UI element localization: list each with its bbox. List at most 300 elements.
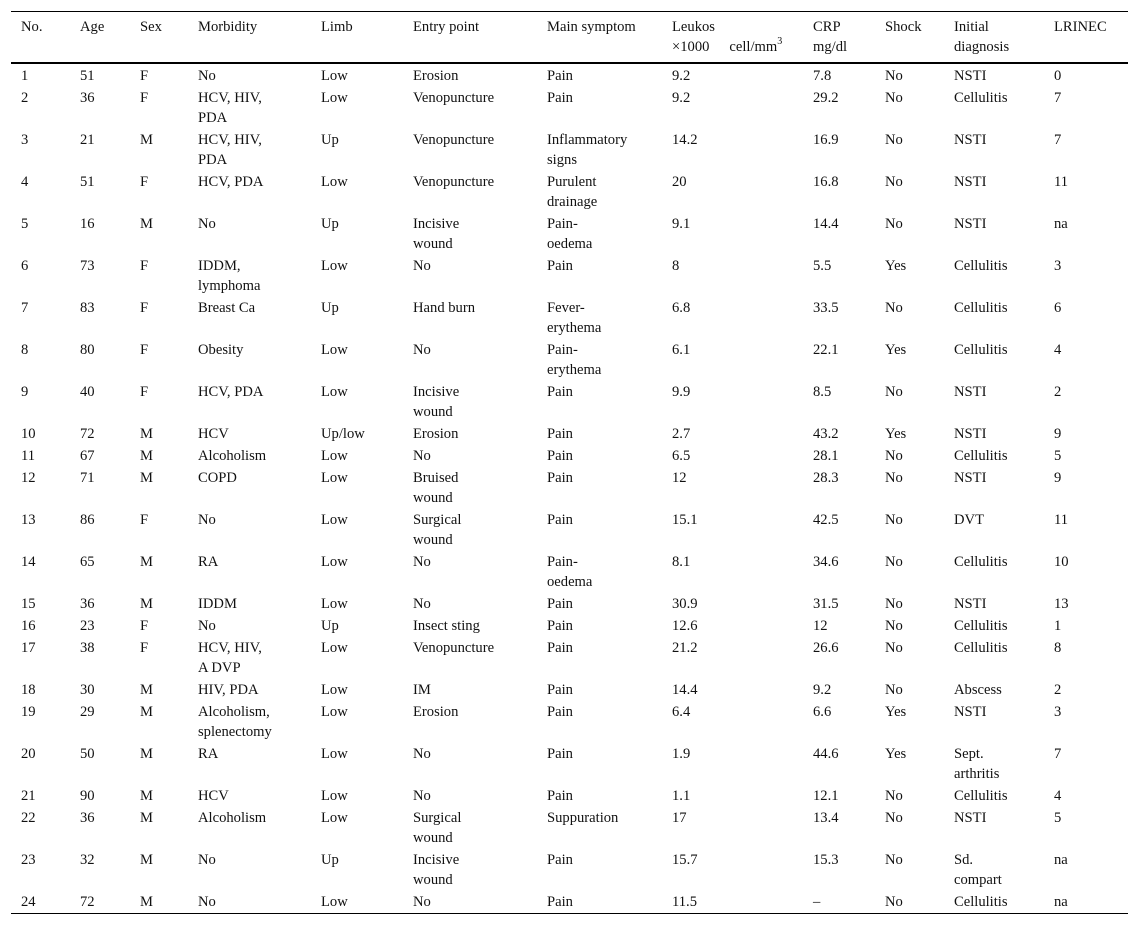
cell-shock: No xyxy=(885,512,903,528)
table-row xyxy=(11,509,1128,551)
cell-crp: 28.1 xyxy=(813,448,839,464)
cell-sex: F xyxy=(140,174,149,190)
cell-entry-point: No xyxy=(413,258,431,274)
cell-no: 23 xyxy=(21,852,36,868)
cell-no: 8 xyxy=(21,342,29,358)
cell-crp: 43.2 xyxy=(813,426,839,442)
cell-leukos: 9.9 xyxy=(672,384,691,400)
cell-shock: No xyxy=(885,90,903,106)
cell-crp: 34.6 xyxy=(813,554,839,570)
cell-main-symptom: Pain xyxy=(547,426,573,442)
cell-crp: 29.2 xyxy=(813,90,839,106)
cell-initial-diagnosis: Cellulitis xyxy=(954,640,1008,656)
cell-initial-diagnosis: Cellulitis xyxy=(954,90,1008,106)
table-row xyxy=(11,807,1128,849)
cell-entry-point: Incisive wound xyxy=(413,384,460,420)
cell-no: 22 xyxy=(21,810,36,826)
cell-leukos: 11.5 xyxy=(672,894,697,910)
cell-morbidity: HCV, HIV, A DVP xyxy=(198,640,262,676)
cell-age: 50 xyxy=(80,746,95,762)
cell-shock: No xyxy=(885,174,903,190)
cell-age: 36 xyxy=(80,90,95,106)
cell-main-symptom: Pain xyxy=(547,852,573,868)
cell-leukos: 14.4 xyxy=(672,682,698,698)
cell-shock: Yes xyxy=(885,342,907,358)
cell-main-symptom: Pain- oedema xyxy=(547,554,593,590)
cell-morbidity: No xyxy=(198,618,216,634)
cell-no: 10 xyxy=(21,426,36,442)
cell-main-symptom: Pain xyxy=(547,90,573,106)
cell-limb: Up xyxy=(321,852,339,868)
cell-main-symptom: Pain xyxy=(547,746,573,762)
cell-limb: Low xyxy=(321,384,348,400)
cell-main-symptom: Pain xyxy=(547,704,573,720)
cell-no: 7 xyxy=(21,300,29,316)
cell-shock: Yes xyxy=(885,426,907,442)
header-leukos-sup: 3 xyxy=(777,36,783,47)
cell-leukos: 8.1 xyxy=(672,554,691,570)
cell-entry-point: Erosion xyxy=(413,68,459,84)
table-row xyxy=(11,701,1128,743)
cell-entry-point: Venopuncture xyxy=(413,90,495,106)
cell-limb: Low xyxy=(321,512,348,528)
cell-sex: M xyxy=(140,852,153,868)
cell-entry-point: IM xyxy=(413,682,431,698)
cell-entry-point: Erosion xyxy=(413,426,459,442)
table-row xyxy=(11,129,1128,171)
cell-morbidity: HCV, PDA xyxy=(198,174,264,190)
cell-no: 3 xyxy=(21,132,29,148)
cell-crp: 31.5 xyxy=(813,596,839,612)
cell-entry-point: Hand burn xyxy=(413,300,476,316)
cell-lrinec: 3 xyxy=(1054,704,1062,720)
table-row xyxy=(11,213,1128,255)
cell-initial-diagnosis: Cellulitis xyxy=(954,300,1008,316)
cell-crp: 28.3 xyxy=(813,470,839,486)
cell-initial-diagnosis: NSTI xyxy=(954,704,987,720)
cell-shock: No xyxy=(885,68,903,84)
cell-main-symptom: Inflammatory signs xyxy=(547,132,628,168)
cell-morbidity: Obesity xyxy=(198,342,244,358)
cell-entry-point: No xyxy=(413,448,431,464)
cell-main-symptom: Pain xyxy=(547,512,573,528)
cell-leukos: 6.5 xyxy=(672,448,691,464)
table-row xyxy=(11,445,1128,467)
cell-leukos: 6.1 xyxy=(672,342,691,358)
cell-leukos: 21.2 xyxy=(672,640,698,656)
cell-age: 72 xyxy=(80,894,95,910)
cell-crp: 15.3 xyxy=(813,852,839,868)
cell-no: 19 xyxy=(21,704,36,720)
cell-age: 72 xyxy=(80,426,95,442)
table-row xyxy=(11,87,1128,129)
cell-leukos: 15.7 xyxy=(672,852,698,868)
cell-limb: Low xyxy=(321,788,348,804)
cell-no: 4 xyxy=(21,174,29,190)
header-initial-diagnosis xyxy=(944,12,1044,64)
cell-crp: 42.5 xyxy=(813,512,839,528)
cell-crp: 7.8 xyxy=(813,68,832,84)
header-row xyxy=(11,12,1128,64)
cell-sex: F xyxy=(140,300,149,316)
cell-main-symptom: Pain xyxy=(547,470,573,486)
cell-no: 1 xyxy=(21,68,29,84)
cell-morbidity: No xyxy=(198,512,216,528)
cell-entry-point: Bruised wound xyxy=(413,470,459,506)
cell-main-symptom: Suppuration xyxy=(547,810,619,826)
cell-sex: M xyxy=(140,132,153,148)
cell-crp: 6.6 xyxy=(813,704,832,720)
cell-lrinec: 8 xyxy=(1054,640,1062,656)
cell-initial-diagnosis: Sept. arthritis xyxy=(954,746,1000,782)
cell-leukos: 14.2 xyxy=(672,132,698,148)
cell-morbidity: RA xyxy=(198,746,219,762)
cell-leukos: 2.7 xyxy=(672,426,691,442)
table-row xyxy=(11,255,1128,297)
cell-crp: 12 xyxy=(813,618,828,634)
cell-no: 2 xyxy=(21,90,29,106)
cell-entry-point: No xyxy=(413,788,431,804)
cell-entry-point: Erosion xyxy=(413,704,459,720)
cell-age: 80 xyxy=(80,342,95,358)
cell-shock: Yes xyxy=(885,704,907,720)
cell-shock: No xyxy=(885,470,903,486)
cell-crp: 22.1 xyxy=(813,342,839,358)
header-leukos-multiplier: ×1000 xyxy=(672,39,710,55)
cell-lrinec: 9 xyxy=(1054,470,1062,486)
cell-limb: Low xyxy=(321,704,348,720)
cell-age: 32 xyxy=(80,852,95,868)
cell-lrinec: 13 xyxy=(1054,596,1069,612)
cell-morbidity: IDDM xyxy=(198,596,237,612)
cell-lrinec: na xyxy=(1054,216,1068,232)
header-crp-line1: CRP xyxy=(813,19,841,35)
cell-sex: M xyxy=(140,554,153,570)
cell-leukos: 8 xyxy=(672,258,680,274)
cell-age: 51 xyxy=(80,68,95,84)
cell-shock: Yes xyxy=(885,746,907,762)
cell-shock: Yes xyxy=(885,258,907,274)
cell-lrinec: 4 xyxy=(1054,788,1062,804)
patient-table xyxy=(11,11,1128,914)
cell-morbidity: Alcoholism xyxy=(198,448,267,464)
cell-morbidity: HCV xyxy=(198,788,229,804)
cell-entry-point: Surgical wound xyxy=(413,512,462,548)
cell-entry-point: Venopuncture xyxy=(413,132,495,148)
cell-main-symptom: Pain xyxy=(547,448,573,464)
cell-shock: No xyxy=(885,300,903,316)
table-row xyxy=(11,297,1128,339)
cell-initial-diagnosis: NSTI xyxy=(954,174,987,190)
cell-morbidity: HCV, HIV, PDA xyxy=(198,90,262,126)
cell-age: 86 xyxy=(80,512,95,528)
cell-initial-diagnosis: NSTI xyxy=(954,810,987,826)
table-row xyxy=(11,679,1128,701)
header-crp xyxy=(803,12,875,64)
cell-shock: No xyxy=(885,894,903,910)
cell-sex: F xyxy=(140,618,149,634)
cell-initial-diagnosis: Abscess xyxy=(954,682,1002,698)
cell-initial-diagnosis: Cellulitis xyxy=(954,618,1008,634)
cell-lrinec: 2 xyxy=(1054,384,1062,400)
cell-lrinec: 5 xyxy=(1054,810,1062,826)
cell-lrinec: na xyxy=(1054,852,1068,868)
cell-main-symptom: Pain xyxy=(547,618,573,634)
cell-limb: Low xyxy=(321,554,348,570)
header-leukos xyxy=(662,12,803,64)
cell-lrinec: 2 xyxy=(1054,682,1062,698)
header-diagnosis-line1: Initial xyxy=(954,19,989,35)
cell-no: 20 xyxy=(21,746,36,762)
cell-main-symptom: Pain xyxy=(547,894,573,910)
cell-main-symptom: Fever- erythema xyxy=(547,300,602,336)
cell-sex: M xyxy=(140,894,153,910)
cell-morbidity: No xyxy=(198,216,216,232)
cell-shock: No xyxy=(885,682,903,698)
cell-sex: F xyxy=(140,512,149,528)
cell-age: 83 xyxy=(80,300,95,316)
cell-lrinec: 5 xyxy=(1054,448,1062,464)
cell-age: 36 xyxy=(80,810,95,826)
cell-lrinec: 7 xyxy=(1054,132,1062,148)
cell-entry-point: Venopuncture xyxy=(413,640,495,656)
cell-main-symptom: Pain- oedema xyxy=(547,216,593,252)
cell-no: 17 xyxy=(21,640,36,656)
cell-morbidity: IDDM, lymphoma xyxy=(198,258,261,294)
cell-limb: Low xyxy=(321,174,348,190)
cell-limb: Low xyxy=(321,596,348,612)
cell-age: 38 xyxy=(80,640,95,656)
cell-morbidity: HIV, PDA xyxy=(198,682,259,698)
cell-crp: 14.4 xyxy=(813,216,839,232)
cell-main-symptom: Pain xyxy=(547,258,573,274)
cell-initial-diagnosis: Cellulitis xyxy=(954,342,1008,358)
cell-leukos: 9.2 xyxy=(672,90,691,106)
cell-no: 24 xyxy=(21,894,36,910)
cell-morbidity: No xyxy=(198,894,216,910)
cell-lrinec: 3 xyxy=(1054,258,1062,274)
cell-limb: Low xyxy=(321,258,348,274)
cell-age: 36 xyxy=(80,596,95,612)
cell-initial-diagnosis: NSTI xyxy=(954,470,987,486)
cell-crp: 16.9 xyxy=(813,132,839,148)
cell-crp: 5.5 xyxy=(813,258,832,274)
cell-morbidity: HCV, PDA xyxy=(198,384,264,400)
cell-main-symptom: Purulent drainage xyxy=(547,174,598,210)
cell-sex: M xyxy=(140,596,153,612)
cell-no: 18 xyxy=(21,682,36,698)
cell-lrinec: na xyxy=(1054,894,1068,910)
cell-lrinec: 11 xyxy=(1054,174,1069,190)
table-row xyxy=(11,615,1128,637)
cell-no: 12 xyxy=(21,470,36,486)
cell-initial-diagnosis: NSTI xyxy=(954,426,987,442)
cell-initial-diagnosis: Cellulitis xyxy=(954,894,1008,910)
cell-no: 16 xyxy=(21,618,36,634)
table-row xyxy=(11,551,1128,593)
cell-limb: Low xyxy=(321,746,348,762)
cell-entry-point: Surgical wound xyxy=(413,810,462,846)
cell-leukos: 30.9 xyxy=(672,596,698,612)
header-leukos-line1: Leukos xyxy=(672,19,715,35)
cell-shock: No xyxy=(885,852,903,868)
cell-lrinec: 7 xyxy=(1054,746,1062,762)
cell-leukos: 9.2 xyxy=(672,68,691,84)
table-row xyxy=(11,849,1128,891)
cell-sex: F xyxy=(140,384,149,400)
cell-shock: No xyxy=(885,216,903,232)
cell-limb: Low xyxy=(321,90,348,106)
table-row xyxy=(11,593,1128,615)
cell-no: 11 xyxy=(21,448,36,464)
cell-shock: No xyxy=(885,788,903,804)
cell-lrinec: 10 xyxy=(1054,554,1069,570)
cell-main-symptom: Pain- erythema xyxy=(547,342,602,378)
cell-shock: No xyxy=(885,132,903,148)
cell-no: 15 xyxy=(21,596,36,612)
cell-initial-diagnosis: Cellulitis xyxy=(954,554,1008,570)
cell-limb: Low xyxy=(321,682,348,698)
header-leukos-line2 xyxy=(672,37,799,57)
cell-shock: No xyxy=(885,596,903,612)
cell-no: 21 xyxy=(21,788,36,804)
header-shock: Shock xyxy=(885,19,922,35)
cell-initial-diagnosis: Cellulitis xyxy=(954,788,1008,804)
table-row xyxy=(11,63,1128,87)
cell-age: 67 xyxy=(80,448,95,464)
cell-morbidity: Alcoholism xyxy=(198,810,267,826)
cell-shock: No xyxy=(885,618,903,634)
cell-lrinec: 1 xyxy=(1054,618,1062,634)
cell-age: 51 xyxy=(80,174,95,190)
cell-shock: No xyxy=(885,384,903,400)
cell-initial-diagnosis: NSTI xyxy=(954,132,987,148)
header-diagnosis-line2: diagnosis xyxy=(954,39,1010,55)
cell-lrinec: 7 xyxy=(1054,90,1062,106)
cell-initial-diagnosis: Sd. compart xyxy=(954,852,1002,888)
cell-morbidity: Alcoholism, splenectomy xyxy=(198,704,272,740)
cell-shock: No xyxy=(885,810,903,826)
cell-age: 90 xyxy=(80,788,95,804)
cell-morbidity: No xyxy=(198,68,216,84)
table-row xyxy=(11,171,1128,213)
table-row xyxy=(11,785,1128,807)
cell-morbidity: HCV, HIV, PDA xyxy=(198,132,262,168)
cell-limb: Low xyxy=(321,470,348,486)
cell-sex: F xyxy=(140,90,149,106)
header-no: No. xyxy=(21,19,43,35)
cell-no: 9 xyxy=(21,384,29,400)
cell-leukos: 1.9 xyxy=(672,746,691,762)
cell-entry-point: No xyxy=(413,342,431,358)
cell-morbidity: No xyxy=(198,852,216,868)
cell-age: 40 xyxy=(80,384,95,400)
cell-morbidity: RA xyxy=(198,554,219,570)
cell-entry-point: Incisive wound xyxy=(413,216,460,252)
cell-no: 13 xyxy=(21,512,36,528)
cell-initial-diagnosis: Cellulitis xyxy=(954,258,1008,274)
cell-no: 14 xyxy=(21,554,36,570)
table-row xyxy=(11,743,1128,785)
header-limb: Limb xyxy=(321,19,353,35)
cell-limb: Up xyxy=(321,132,339,148)
cell-age: 30 xyxy=(80,682,95,698)
cell-limb: Low xyxy=(321,640,348,656)
cell-initial-diagnosis: Cellulitis xyxy=(954,448,1008,464)
cell-crp: 12.1 xyxy=(813,788,839,804)
cell-initial-diagnosis: NSTI xyxy=(954,384,987,400)
cell-limb: Up xyxy=(321,300,339,316)
cell-leukos: 1.1 xyxy=(672,788,691,804)
cell-entry-point: No xyxy=(413,746,431,762)
header-sex: Sex xyxy=(140,19,162,35)
cell-age: 71 xyxy=(80,470,95,486)
cell-leukos: 12 xyxy=(672,470,687,486)
cell-initial-diagnosis: NSTI xyxy=(954,596,987,612)
cell-sex: M xyxy=(140,682,153,698)
cell-limb: Low xyxy=(321,894,348,910)
cell-main-symptom: Pain xyxy=(547,788,573,804)
cell-sex: M xyxy=(140,788,153,804)
table-row xyxy=(11,339,1128,381)
cell-limb: Low xyxy=(321,68,348,84)
cell-morbidity: COPD xyxy=(198,470,237,486)
cell-crp: 26.6 xyxy=(813,640,839,656)
cell-sex: M xyxy=(140,704,153,720)
cell-shock: No xyxy=(885,554,903,570)
cell-limb: Low xyxy=(321,448,348,464)
cell-main-symptom: Pain xyxy=(547,682,573,698)
cell-main-symptom: Pain xyxy=(547,640,573,656)
cell-lrinec: 9 xyxy=(1054,426,1062,442)
cell-sex: F xyxy=(140,68,149,84)
cell-entry-point: No xyxy=(413,554,431,570)
cell-limb: Low xyxy=(321,342,348,358)
header-crp-line2: mg/dl xyxy=(813,39,848,55)
cell-age: 29 xyxy=(80,704,95,720)
cell-initial-diagnosis: DVT xyxy=(954,512,984,528)
header-age: Age xyxy=(80,19,105,35)
cell-entry-point: No xyxy=(413,894,431,910)
cell-sex: M xyxy=(140,470,153,486)
cell-sex: F xyxy=(140,342,149,358)
cell-sex: M xyxy=(140,746,153,762)
cell-main-symptom: Pain xyxy=(547,596,573,612)
cell-sex: F xyxy=(140,258,149,274)
cell-crp: – xyxy=(813,894,821,910)
cell-lrinec: 11 xyxy=(1054,512,1069,528)
table-row xyxy=(11,423,1128,445)
cell-leukos: 15.1 xyxy=(672,512,698,528)
cell-limb: Up/low xyxy=(321,426,365,442)
cell-entry-point: Venopuncture xyxy=(413,174,495,190)
cell-lrinec: 0 xyxy=(1054,68,1062,84)
header-entry-point: Entry point xyxy=(413,19,480,35)
cell-shock: No xyxy=(885,640,903,656)
cell-entry-point: Insect sting xyxy=(413,618,480,634)
cell-age: 21 xyxy=(80,132,95,148)
cell-leukos: 6.8 xyxy=(672,300,691,316)
cell-entry-point: Incisive wound xyxy=(413,852,460,888)
header-lrinec: LRINEC xyxy=(1054,19,1107,35)
cell-limb: Low xyxy=(321,810,348,826)
cell-leukos: 12.6 xyxy=(672,618,698,634)
cell-age: 23 xyxy=(80,618,95,634)
cell-lrinec: 4 xyxy=(1054,342,1062,358)
cell-morbidity: HCV xyxy=(198,426,229,442)
cell-leukos: 9.1 xyxy=(672,216,691,232)
cell-initial-diagnosis: NSTI xyxy=(954,216,987,232)
